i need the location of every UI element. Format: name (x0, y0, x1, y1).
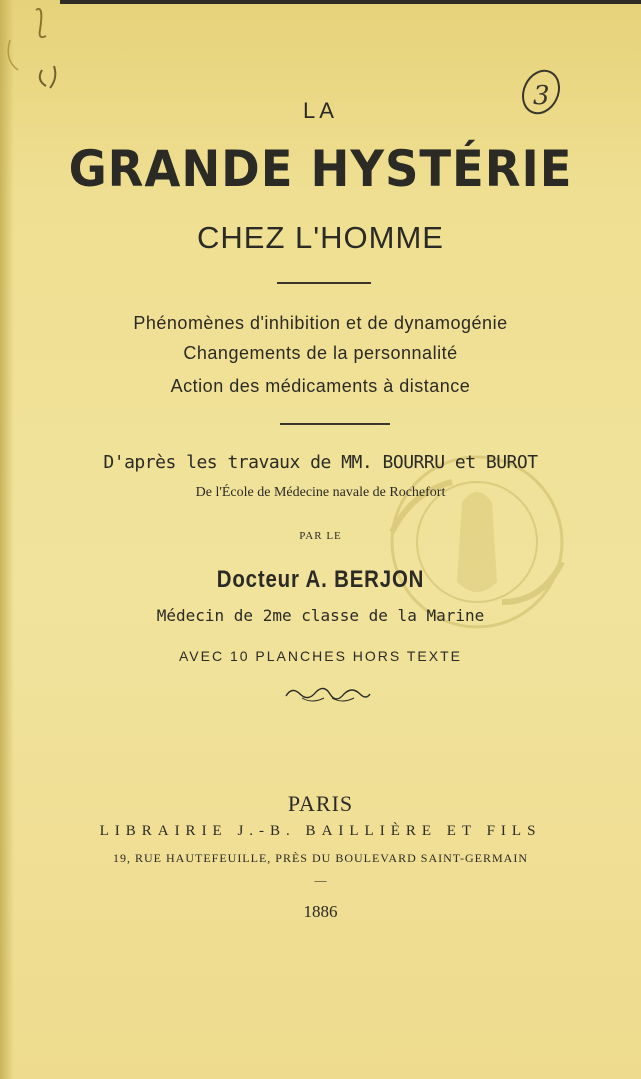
corner-pencil-marks (0, 0, 110, 100)
publication-year: 1886 (303, 902, 338, 921)
book-subtitle: CHEZ L'HOMME (197, 220, 444, 255)
title-article: LA (303, 98, 338, 123)
credit-line: D'après les travaux de MM. BOURRU et BUROT (103, 452, 538, 473)
school-line: De l'École de Médecine navale de Rochefort (195, 485, 446, 500)
shelfmark-number: 3 (533, 81, 550, 111)
publisher-name: LIBRAIRIE J.-B. BAILLIÈRE ET FILS (99, 823, 542, 839)
publisher-address: 19, RUE HAUTEFEUILLE, PRÈS DU BOULEVARD SAINT-GERMAIN (112, 851, 528, 865)
topic-line: Changements de la personnalité (183, 343, 458, 363)
book-title: GRANDE HYSTÉRIE (68, 140, 573, 198)
topic-line: Action des médicaments à distance (170, 376, 471, 396)
top-border-rule (60, 0, 641, 4)
flourish-ornament-icon (282, 684, 372, 706)
plates-note: AVEC 10 PLANCHES HORS TEXTE (179, 648, 462, 664)
divider-rule (280, 423, 390, 425)
author-role: Médecin de 2me classe de la Marine (156, 606, 485, 625)
publication-city: PARIS (287, 791, 354, 816)
author-name: Docteur A. BERJON (216, 566, 425, 593)
par-le-label: PAR LE (299, 530, 342, 542)
separator-dash: — (314, 873, 327, 887)
topic-line: Phénomènes d'inhibition et de dynamogénie (133, 313, 508, 333)
divider-rule (277, 282, 371, 284)
